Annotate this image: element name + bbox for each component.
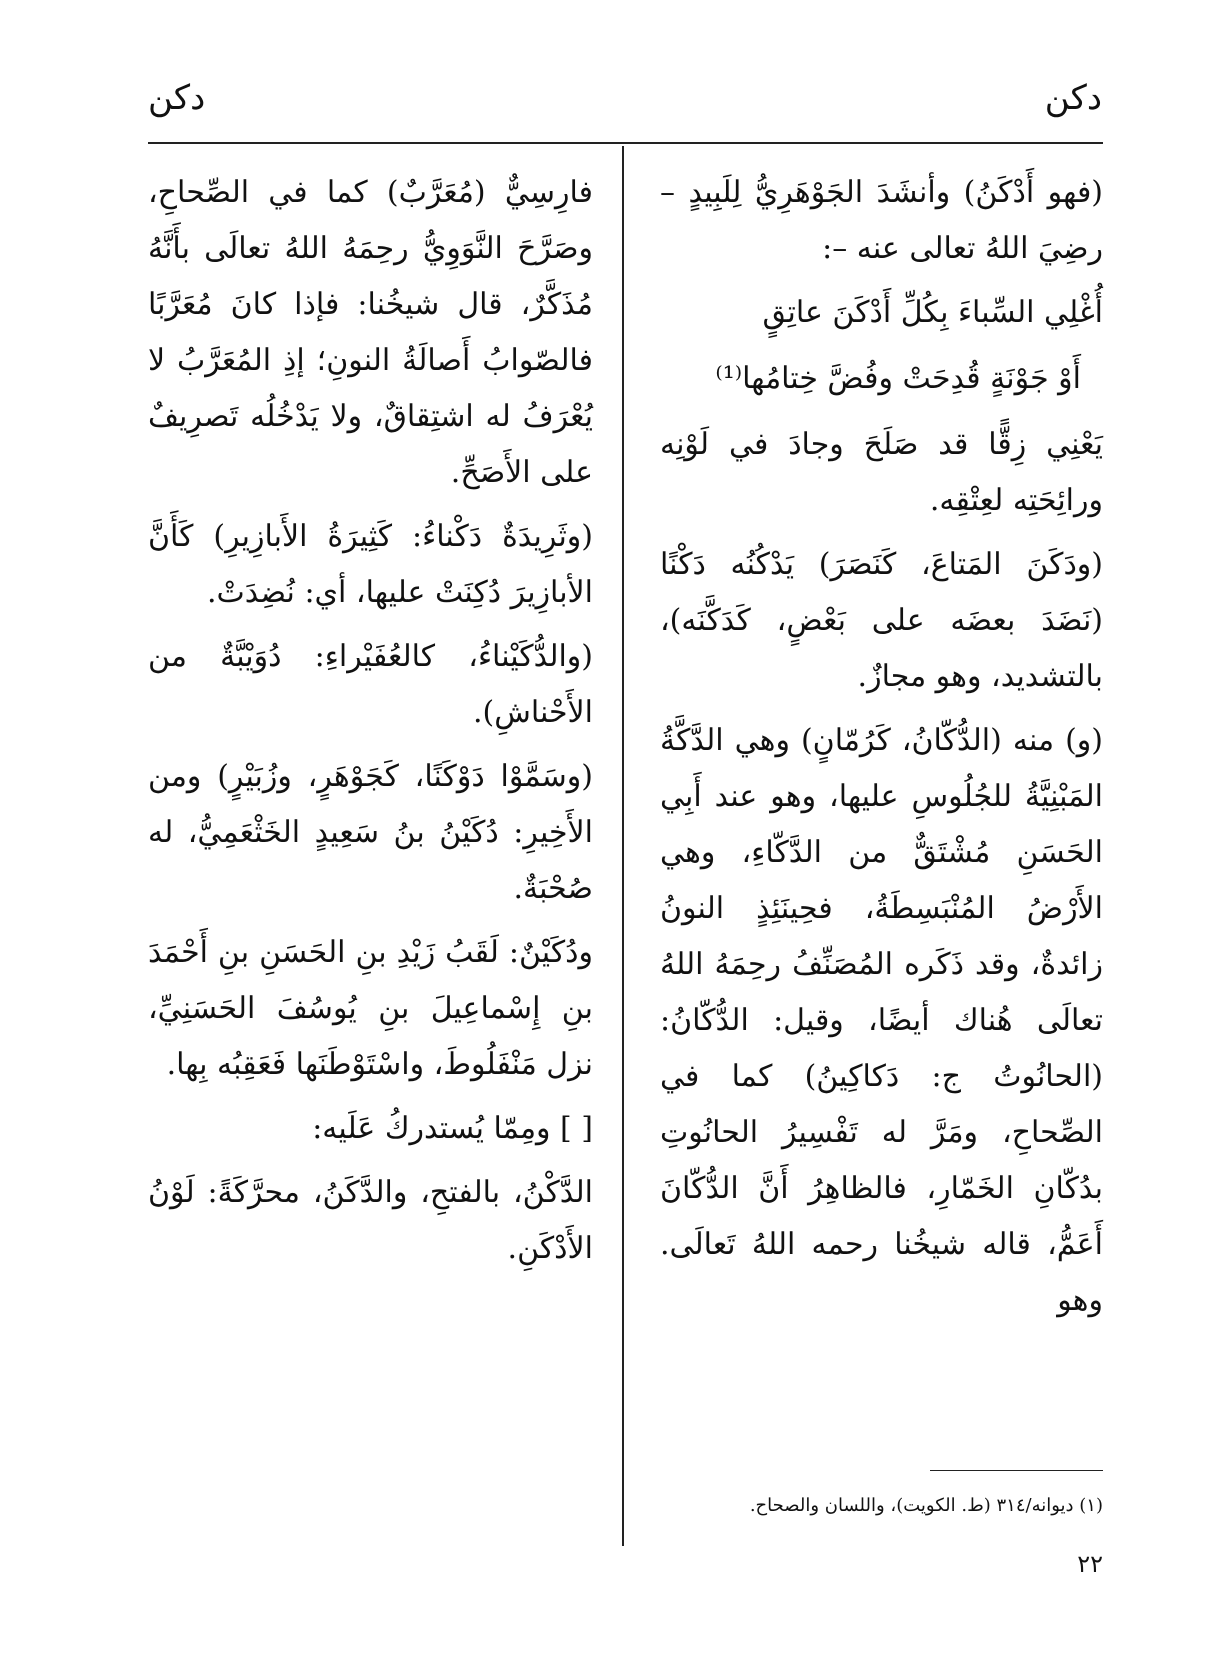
verse-line-2: أَوْ جَوْنَةٍ قُدِحَتْ وفُضَّ خِتامُها⁽¹⁾ [715, 361, 1081, 396]
left-paragraph-4: (وسَمَّوْا دَوْكَنًا، كَجَوْهَرٍ، وزُبَيْرٍ) ومن الأَخِيرِ: دُكَيْنُ بنُ سَعِيدٍ الخَثْعَمِيُّ، له صُحْبَةٌ. [148, 759, 593, 906]
footnote-rule [930, 1470, 1103, 1471]
page-number: ٢٢ [1077, 1550, 1103, 1578]
right-paragraph-2: يَعْنِي زِقًّا قد صَلَحَ وجادَ في لَوْنِه ورائِحَتِه لعِتْقِه. [660, 427, 1103, 518]
left-paragraph-1: فارِسِيٌّ (مُعَرَّبٌ) كما في الصِّحاحِ، وصَرَّحَ النَّوَوِيُّ رحِمَهُ اللهُ تعالَى بأَنَّهُ مُذَكَّرٌ، قال شيخُنا: فإذا كانَ مُعَرَّبًا فالصّوابُ أَصالَةُ النونِ؛ إذِ المُعَرَّبُ لا يُعْرَفُ له اشتِقاقٌ، ولا يَدْخُلُه تَصرِيفٌ على الأَصَحِّ. [148, 175, 593, 490]
right-paragraph-3: (ودَكَنَ المَتاعَ، كَنَصَرَ) يَدْكُنُه دَكْنًا (نَضَدَ بعضَه على بَعْضٍ، كَدَكَّنَه)، بالتشديد، وهو مجازٌ. [660, 547, 1103, 694]
header-root-word-left: دكن [148, 78, 206, 118]
right-paragraph-4: (و) منه (الدُّكّانُ، كَرُمّانٍ) وهي الدَّكَّةُ المَبْنِيَّةُ للجُلُوسِ عليها، وهو عند أَبِي الحَسَنِ مُشْتَقٌّ من الدَّكّاءِ، وهي الأَرْضُ المُنْبَسِطَةُ، فحِينَئِذٍ النونُ زائدةٌ، وقد ذَكَره المُصَنِّفُ رحِمَهُ اللهُ تعالَى هُناك أيضًا، وقيل: الدُّكّانُ: (الحانُوتُ ج: دَكاكِينُ) كما في الصِّحاحِ، ومَرَّ له تَفْسِيرُ الحانُوتِ بدُكّانِ الخَمّارِ، فالظاهِرُ أَنَّ الدُّكّانَ أَعَمُّ، قاله شيخُنا رحمه اللهُ تَعالَى. وهو [660, 723, 1103, 1318]
right-paragraph-1: (فهو أَدْكَنُ) وأنشَدَ الجَوْهَرِيُّ لِلَبِيدٍ – رضِيَ اللهُ تعالى عنه –: [660, 175, 1103, 266]
footnote: (١) ديوانه/٣١٤ (ط. الكويت)، واللسان والصحاح. [749, 1495, 1103, 1516]
left-column [148, 165, 593, 1285]
left-paragraph-7: الدَّكْنُ، بالفتحِ، والدَّكَنُ، محرَّكَةً: لَوْنُ الأَدْكَنِ. [148, 1175, 593, 1266]
header-root-word-right: دكن [1044, 78, 1102, 118]
verse-line-1: أُغْلِي السِّباءَ بِكُلِّ أَدْكَنَ عاتِقٍ [762, 295, 1103, 330]
header-rule [148, 142, 1103, 144]
left-paragraph-3: (والدُّكَيْناءُ، كالعُفَيْراءِ: دُوَيْبَّةٌ من الأَحْناشِ). [148, 639, 593, 730]
right-column [660, 165, 1103, 1337]
left-paragraph-2: (وثَرِيدَةٌ دَكْناءُ: كَثِيرَةُ الأَبازِيرِ) كَأَنَّ الأبازِيرَ دُكِنَتْ عليها، أي: نُضِدَتْ. [148, 519, 593, 610]
left-paragraph-5: ودُكَيْنٌ: لَقَبُ زَيْدِ بنِ الحَسَنِ بنِ أَحْمَدَ بنِ إِسْماعِيلَ بنِ يُوسُفَ الحَسَنِيِّ، نزل مَنْفَلُوطَ، واسْتَوْطَنَها فَعَقِبُه بِها. [148, 935, 593, 1082]
left-paragraph-6: [ ] ومِمّا يُستدركُ عَلَيه: [312, 1111, 593, 1146]
column-divider [622, 146, 624, 1546]
